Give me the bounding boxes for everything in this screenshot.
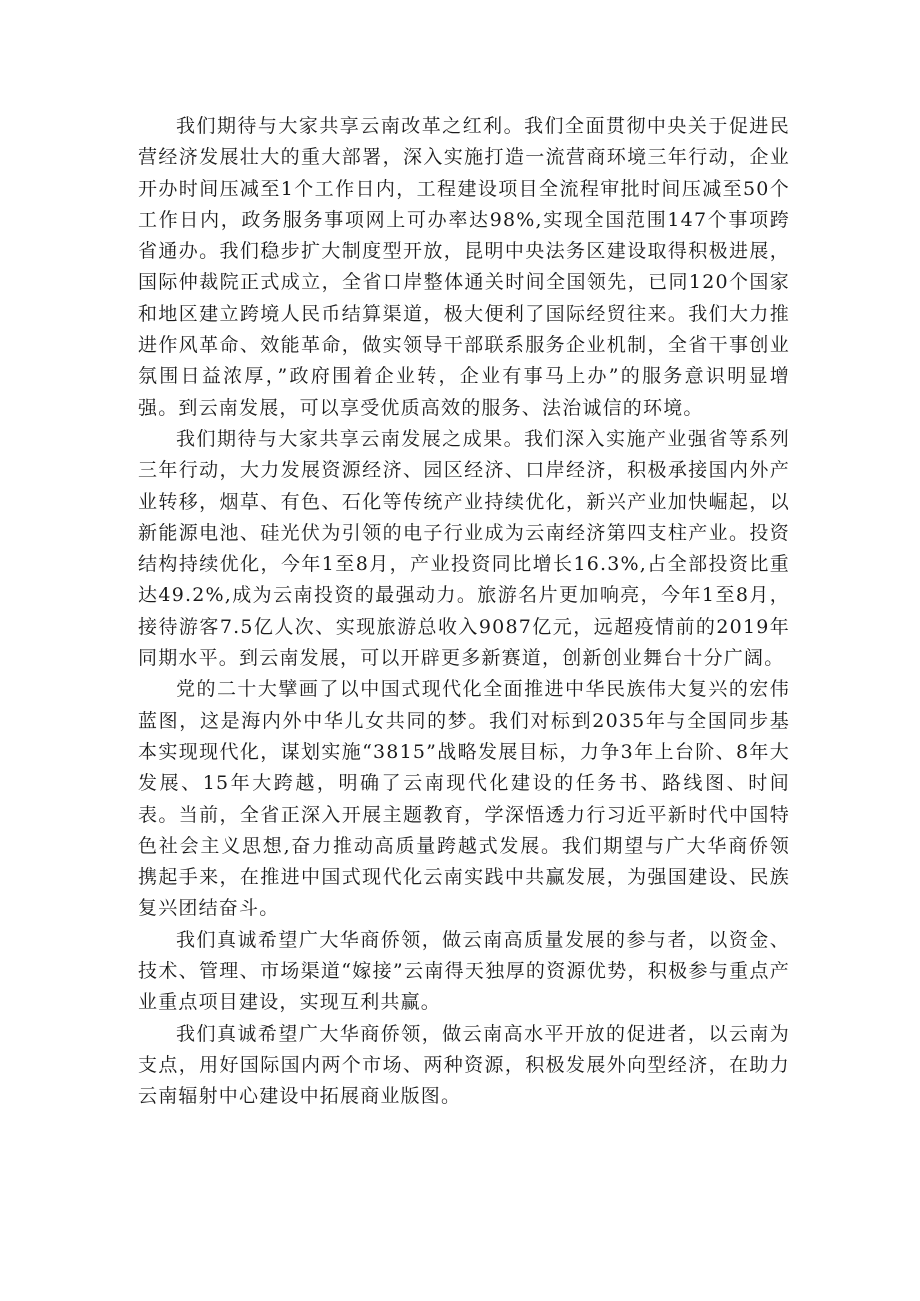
paragraph-development-results: 我们期待与大家共享云南发展之成果。我们深入实施产业强省等系列三年行动，大力发展资源经济、园区经济、口岸经济，积极承接国内外产业转移，烟草、有色、石化等传统产业持续优化，新兴产业加快崛起，以新能源电池、硅光伏为引领的电子行业成为云南经济第四支柱产业。投资结构持续优化，今年1至8月，产业投资同比增长16.3%,占全部投资比重达49.2%,成为云南投资的最强动力。旅游名片更加响亮，今年1至8月，接待游客7.5亿人次、实现旅游总收入9087亿元，远超疫情前的2019年同期水平。到云南发展，可以开辟更多新赛道，创新创业舞台十分广阔。	[138, 427, 790, 670]
paragraph-high-quality-participants: 我们真诚希望广大华商侨领，做云南高质量发展的参与者，以资金、技术、管理、市场渠道“嫁接”云南得天独厚的资源优势，积极参与重点产业重点项目建设，实现互利共赢。	[138, 928, 790, 1014]
paragraph-opening-up-promoters: 我们真诚希望广大华商侨领，做云南高水平开放的促进者，以云南为支点，用好国际国内两个市场、两种资源，积极发展外向型经济，在助力云南辐射中心建设中拓展商业版图。	[138, 1022, 790, 1108]
paragraph-reform-dividends: 我们期待与大家共享云南改革之红利。我们全面贯彻中央关于促进民营经济发展壮大的重大部署，深入实施打造一流营商环境三年行动，企业开办时间压减至1个工作日内，工程建设项目全流程审批时间压减至50个工作日内，政务服务事项网上可办率达98%,实现全国范围147个事项跨省通办。我们稳步扩大制度型开放，昆明中央法务区建设取得积极进展，国际仲裁院正式成立，全省口岸整体通关时间全国领先，已同120个国家和地区建立跨境人民币结算渠道，极大便利了国际经贸往来。我们大力推进作风革命、效能革命，做实领导干部联系服务企业机制，全省干事创业氛围日益浓厚，”政府围着企业转，企业有事马上办”的服务意识明显增强。到云南发展，可以享受优质高效的服务、法治诚信的环境。	[138, 115, 790, 419]
paragraph-modernization-blueprint: 党的二十大擘画了以中国式现代化全面推进中华民族伟大复兴的宏伟蓝图，这是海内外中华儿女共同的梦。我们对标到2035年与全国同步基本实现现代化，谋划实施“3815”战略发展目标，力争3年上台阶、8年大发展、15年大跨越，明确了云南现代化建设的任务书、路线图、时间表。当前，全省正深入开展主题教育，学深悟透力行习近平新时代中国特色社会主义思想,奋力推动高质量跨越式发展。我们期望与广大华商侨领携起手来，在推进中国式现代化云南实践中共赢发展，为强国建设、民族复兴团结奋斗。	[138, 678, 790, 920]
document-body	[138, 111, 790, 1113]
